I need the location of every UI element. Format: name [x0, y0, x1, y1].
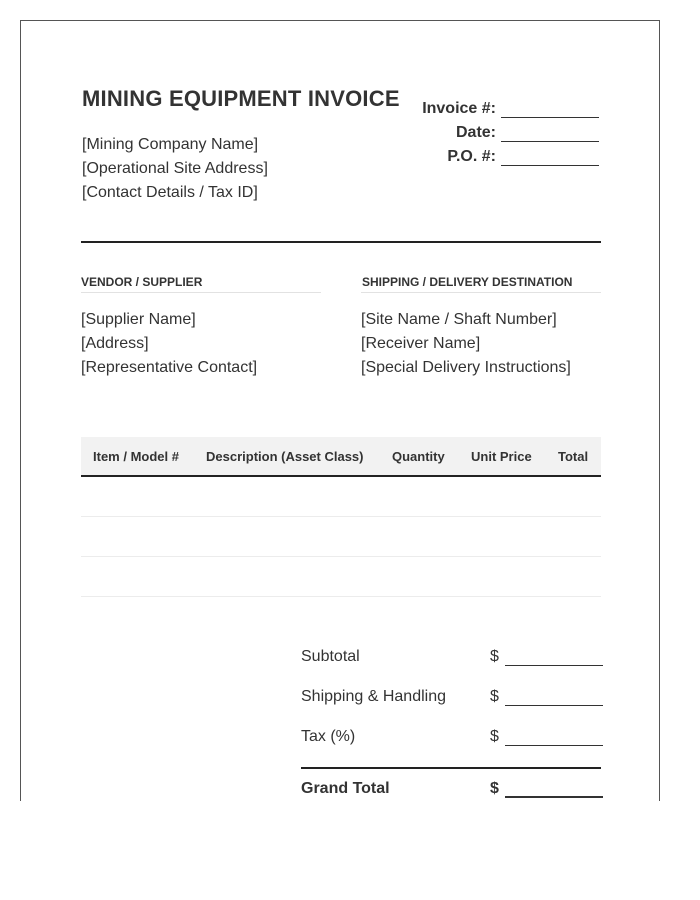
shipping-heading-line	[361, 292, 601, 293]
shipping-handling-value	[490, 688, 603, 706]
shipping-instructions: [Special Delivery Instructions]	[361, 359, 571, 376]
vendor-heading: VENDOR / SUPPLIER	[81, 275, 203, 289]
subtotal-value	[490, 648, 603, 666]
shipping-handling-field[interactable]	[505, 691, 603, 706]
grand-total-value	[490, 780, 603, 798]
column-description: Description (Asset Class)	[206, 449, 364, 464]
vendor-heading-line	[81, 292, 321, 293]
po-number-field[interactable]	[501, 151, 599, 166]
company-address: [Operational Site Address]	[82, 160, 268, 177]
table-row[interactable]	[81, 596, 601, 597]
company-name: [Mining Company Name]	[82, 136, 259, 153]
date-field[interactable]	[501, 127, 599, 142]
invoice-title: MINING EQUIPMENT INVOICE	[82, 86, 400, 111]
shipping-site: [Site Name / Shaft Number]	[361, 311, 557, 328]
grand-total-divider	[301, 767, 601, 769]
date-label: Date:	[455, 124, 496, 141]
po-number-label: P.O. #:	[447, 148, 496, 165]
currency-symbol: $	[490, 688, 499, 705]
subtotal-field[interactable]	[505, 651, 603, 666]
tax-field[interactable]	[505, 731, 603, 746]
po-row	[447, 148, 599, 166]
tax-label: Tax (%)	[301, 728, 356, 745]
vendor-name: [Supplier Name]	[81, 311, 196, 328]
invoice-number-row	[422, 100, 599, 118]
company-contact: [Contact Details / Tax ID]	[82, 184, 258, 201]
table-row[interactable]	[81, 556, 601, 557]
vendor-contact: [Representative Contact]	[81, 359, 258, 376]
shipping-receiver: [Receiver Name]	[361, 335, 481, 352]
date-row	[456, 124, 599, 142]
invoice-number-field[interactable]	[501, 103, 599, 118]
table-row[interactable]	[81, 516, 601, 517]
shipping-handling-label: Shipping & Handling	[301, 688, 446, 705]
items-table-header	[81, 437, 601, 477]
column-unit-price: Unit Price	[471, 449, 532, 464]
column-quantity: Quantity	[392, 449, 445, 464]
currency-symbol: $	[490, 780, 499, 797]
currency-symbol: $	[490, 728, 499, 745]
column-total: Total	[558, 449, 589, 464]
tax-value	[490, 728, 603, 746]
currency-symbol: $	[490, 648, 499, 665]
vendor-address: [Address]	[81, 335, 149, 352]
shipping-heading: SHIPPING / DELIVERY DESTINATION	[362, 275, 573, 289]
grand-total-field[interactable]	[505, 782, 603, 798]
grand-total-label: Grand Total	[301, 780, 390, 797]
header-divider	[81, 241, 601, 243]
invoice-sheet	[20, 20, 660, 801]
subtotal-label: Subtotal	[301, 648, 360, 665]
invoice-number-label: Invoice #:	[422, 100, 496, 117]
column-item-model: Item / Model #	[93, 449, 179, 464]
